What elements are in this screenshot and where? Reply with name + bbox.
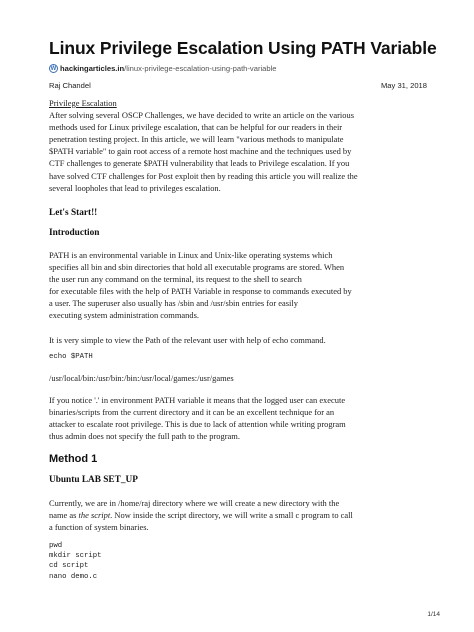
url-domain: hackingarticles.in xyxy=(60,64,125,73)
paragraph-line: a user. The superuser also usually has /sbin and /usr/sbin entries for easily xyxy=(49,298,298,309)
intro-line: CTF challenges to generate $PATH vulnerability that leads to Privilege escalation. If you xyxy=(49,158,350,169)
intro-line: several loopholes that lead to privileges escalation. xyxy=(49,182,221,193)
path-output xyxy=(49,372,431,384)
paragraph-line: a function of system binaries. xyxy=(49,522,149,533)
page-number: 1/14 xyxy=(427,611,440,618)
paragraph-line: attacker to escalate root privilege. This is due to lack of attention while writing program xyxy=(49,419,346,430)
echo-paragraph xyxy=(49,334,431,346)
emphasis-text: the script xyxy=(78,510,111,521)
byline xyxy=(49,81,427,90)
intro-line: methods used for Linux privilege escalation, that can be helpful for our readers in their xyxy=(49,122,343,133)
paragraph-line: the user run any command on the terminal, its request to the shell to search xyxy=(49,274,302,285)
publish-date: May 31, 2018 xyxy=(380,81,427,90)
paragraph-line: thus admin does not specify the full path to the program. xyxy=(49,431,240,442)
intro-line: have solved CTF challenges for Post exploit then by reading this article you will realize the xyxy=(49,170,358,181)
paragraph-line: specifies all bin and sbin directories that hold all executable programs are stored. When xyxy=(49,262,345,273)
wordpress-icon: W xyxy=(50,66,57,72)
method-1-heading: Method 1 xyxy=(49,453,98,465)
source-url[interactable] xyxy=(49,64,277,73)
intro-heading: Privilege Escalation xyxy=(49,98,117,108)
method-1-paragraph xyxy=(49,497,431,533)
introduction-paragraph xyxy=(49,249,431,322)
page-title: Linux Privilege Escalation Using PATH Variable xyxy=(49,38,437,58)
url-path: /linux-privilege-escalation-using-path-variable xyxy=(124,64,277,73)
text-run: name as xyxy=(49,510,79,521)
paragraph-line: executing system administration commands. xyxy=(49,310,199,321)
setup-code-block: pwd mkdir script cd script nano demo.c xyxy=(49,542,102,581)
paragraph-line: Currently, we are in /home/raj directory where we will create a new directory with the xyxy=(49,498,340,508)
intro-line: $PATH variable" to gain root access of a remote host machine and the techniques used by xyxy=(49,146,352,157)
paragraph-line: for executable files with the help of PATH Variable in response to commands executed by xyxy=(49,286,352,297)
author: Raj Chandel xyxy=(49,81,91,90)
echo-code: echo $PATH xyxy=(49,353,93,361)
paragraph-line xyxy=(49,509,431,521)
paragraph-line: binaries/scripts from the current directory and it can be an excellent technique for an xyxy=(49,407,335,418)
lets-start-heading: Let's Start!! xyxy=(49,208,98,218)
lab-setup-heading: Ubuntu LAB SET_UP xyxy=(49,475,138,485)
paragraph-line: If you notice '.' in environment PATH variable it means that the logged user can execute xyxy=(49,395,346,405)
path-output-line: /usr/local/bin:/usr/bin:/bin:/usr/local/games:/usr/games xyxy=(49,373,234,383)
intro-line: penetration testing project. In this article, we will learn "various methods to manipulate xyxy=(49,134,344,145)
intro-line: After solving several OSCP Challenges, we have decided to write an article on the various xyxy=(49,110,354,121)
paragraph-line: It is very simple to view the Path of the relevant user with help of echo command. xyxy=(49,335,326,345)
text-run: . Now inside the script directory, we will write a small c program to call xyxy=(110,510,353,521)
intro-section xyxy=(49,97,431,194)
paragraph-line: PATH is an environmental variable in Linux and Unix-like operating systems which xyxy=(49,250,333,260)
introduction-heading: Introduction xyxy=(49,228,100,238)
dot-path-paragraph xyxy=(49,394,431,442)
